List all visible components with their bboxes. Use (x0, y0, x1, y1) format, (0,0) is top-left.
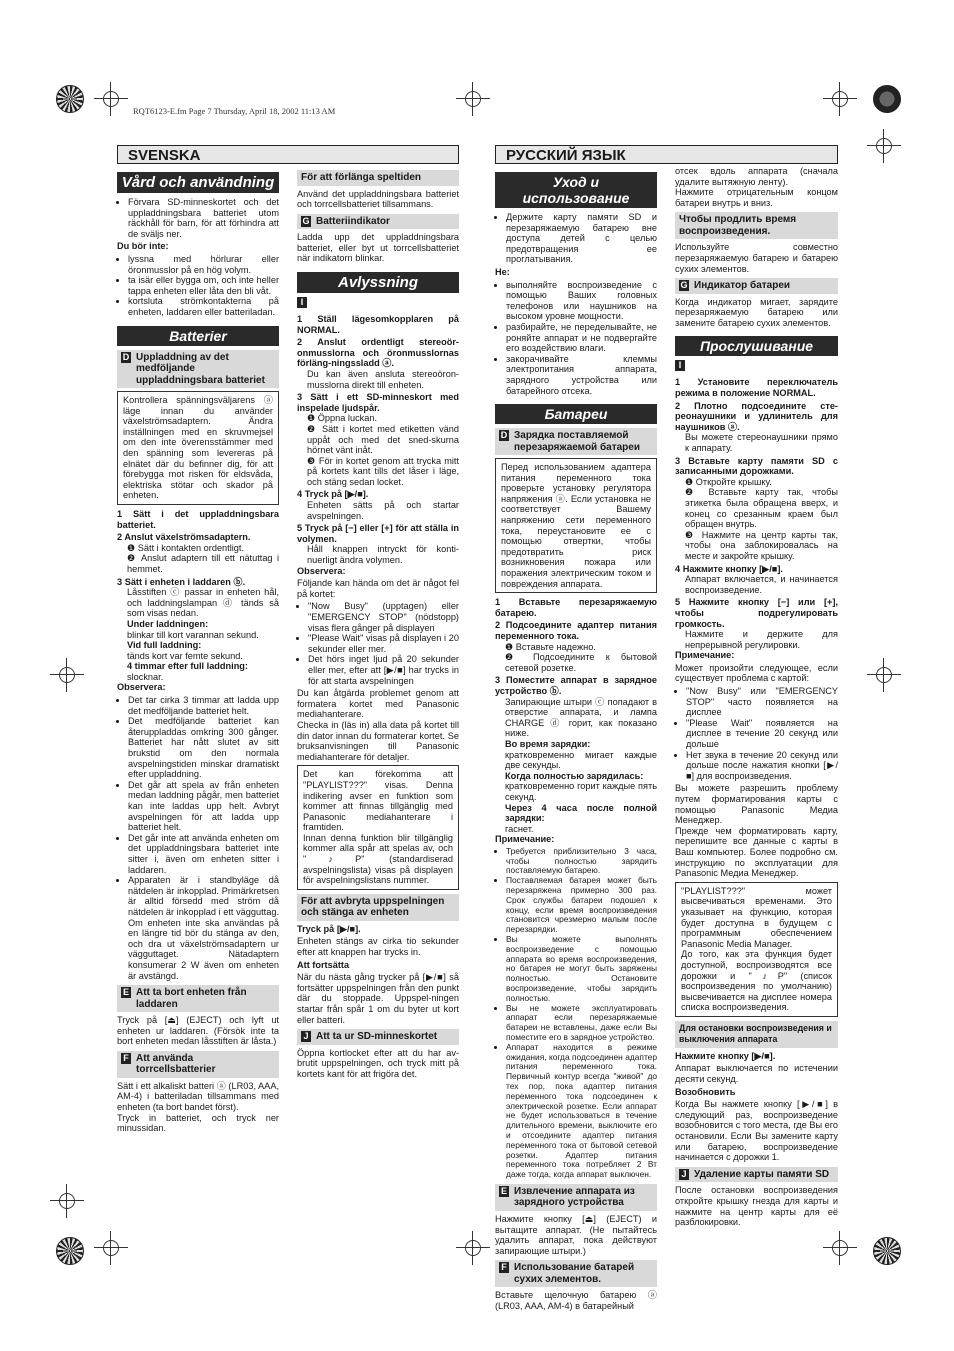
section-title-batteries: Батареи (495, 404, 657, 424)
list-item: • Поставляемая батарея может быть перезаряжена примерно 300 раз. Срок службы батареи подошел к концу, если время воспроизведения становится чрезмерно малым после перезарядки. (506, 876, 657, 935)
section-title-listening: Прослушивание (675, 336, 838, 356)
list-item: • Требуется приблизительно 3 часа, чтобы полностью зарядить поставляемую батарею. (506, 847, 657, 876)
subsection-j (297, 1029, 459, 1045)
paragraph: Может произойти следующее, если существует проблема с картой: (675, 662, 838, 684)
section-title-batteries: Batterier (117, 326, 279, 346)
subsection-extend (675, 212, 838, 239)
subsection-title: Att ta bort enheten från laddaren (136, 987, 247, 1010)
paragraph: Когда индикатор мигает, зарядите перезаряжаемую батарею или замените батарею сухих элементов. (675, 296, 838, 328)
step-body: Запирающие штыри ⓒ попадают в отверстие аппарата, и лампа CHARGE ⓓ горит, как показано ниже. (505, 696, 657, 739)
subsection-stop (675, 1021, 838, 1048)
charging-label: Во время зарядки: (505, 738, 591, 749)
step: 3 Sätt i enheten i laddaren ⓑ. (117, 576, 246, 587)
list-item: • Нет звука в течение 20 секунд или дольше после нажатия кнопки [▶/■] для воспроизведения. (686, 750, 838, 782)
tag-d: D (500, 430, 508, 441)
after4-label: Через 4 часа после полной зарядки: (505, 802, 657, 824)
list-item: • Det går att spela av från enheten medan laddning pågår, men batteriet kan inte laddas upp helt. Avbryt avspelningen för att ladda upp batteriet helt. (128, 780, 279, 833)
full-label: Vid full laddning: (127, 640, 202, 651)
paragraph: Följande kan hända om det är något fel på kortet: (297, 578, 459, 599)
subsection-title: Чтобы продлить время воспроизведения. (679, 214, 797, 237)
step: 5 Tryck på [−] eller [+] för att ställa in volymen. (297, 523, 459, 544)
step: 2 Anslut ordentligt stereoör-onmusslorna och öronmusslornas förläng-ningssladd ⓐ. (297, 337, 459, 369)
subsection-d (495, 428, 657, 455)
section-title-listening: Avlyssning (297, 272, 459, 293)
subsection-f (117, 1051, 279, 1078)
list-item: • "Now Busy" (upptagen) eller "EMERGENCY STOP" (nödstopp) visas flera gånger på displayen (308, 601, 459, 633)
russian-column-2 (675, 166, 838, 1230)
step-sub: ❶ Sätt i kontakten ordentligt. (127, 542, 245, 553)
subsection-title: För att förlänga speltiden (301, 172, 422, 183)
registration-disc-icon (873, 1237, 901, 1265)
paragraph: Нажмите кнопку [⏏] (EJECT) и вытащите аппарат. (Не пытайтесь удалить аппарат, пока действуют запирающие штыри.) (495, 1213, 657, 1256)
registration-disc-icon (56, 1237, 84, 1265)
crop-mark-icon (462, 1237, 484, 1259)
paragraph: Använd det uppladdningsbara batteriet och torrcellsbatteriet tillsammans. (297, 188, 459, 210)
paragraph: Ladda upp det uppladdningsbara batteriet, eller byt ut torrcellsbatteriet när indikatorn blinkar. (297, 232, 459, 264)
list-item: • lyssna med hörlurar eller öronmusslor på en hög volym. (128, 254, 279, 275)
svenska-column-1 (117, 170, 279, 1136)
step: 3 Поместите аппарат в зарядное устройство ⓑ. (495, 675, 657, 696)
subsection-title: Индикатор батареи (694, 280, 791, 292)
step-body: Du kan även ansluta stereoöron-musslorna direkt till enheten. (307, 368, 459, 390)
paragraph: Вставьте щелочную батарею ⓐ (LR03, AAA, AM-4) в батарейный (495, 1290, 657, 1311)
subsection-e (495, 1184, 657, 1211)
tag-f: F (499, 1262, 509, 1273)
tag-g: G (302, 215, 310, 226)
do-not-label: Du bör inte: (117, 241, 169, 252)
crop-mark-icon (873, 135, 895, 157)
list-item: • Det går inte att använda enheten om det uppladdningsbara batteriet inte sitter i, även om enheten sitter i laddaren. (128, 833, 279, 875)
playlist-note-box: Det kan förekomma att "PLAYLIST???" visas. Denna indikering avser en funktion som kommer att finnas tillgänglig med Panasonic mediahanterare i framtiden. Innan denna funktion blir tillgänglig kommer alla spår att spelas av, och "♪P" (standardiserad avspelningslista) visas på displayen för avspelningslistans nummer. (297, 765, 459, 890)
tag-j: J (679, 1169, 689, 1180)
list-item: • Аппарат находится в режиме ожидания, когда подсоединен адаптер питания переменного тока. Первичный контур всегда "живой" до тех пор, пока адаптер питания переменного тока подсоединен к электрической розетке. Если аппарат не будет использоваться в течение длительного времени, выключите его и отсоедините адаптер питания переменного тока от бытовой сетевой розетки. Адаптер питания переменного тока потребляет 2 Вт даже тогда, когда аппарат выключен. (506, 1043, 657, 1180)
list-item: • Держите карту памяти SD и перезаряжаемую батарею вне доступа детей с целью предотвращения ее проглатывания. (506, 212, 657, 265)
subsection-extend (297, 170, 459, 186)
paragraph: Когда Вы нажмете кнопку [▶/■] в следующий раз, воспроизведение возобновится с того места, где Вы его остановили. Если Вы замените карту или батарею, воспроизведение начинается с дорожки 1. (675, 1099, 838, 1163)
step-sub: ❸ Нажмите на центр карты так, чтобы она заблокировалась на месте и закройте крышку. (685, 529, 838, 561)
voltage-warning-box: Kontrollera spänningsväljarens ⓐ läge innan du använder växelströmsadaptern. Ändra inställningen med en skruvmejsel om den inte överensstämmer med den spänning som levereras på elnätet där du befinner dig, för att förebygga mot risken för eldsvåda, elektriska stötar och skador på enheten. (117, 391, 279, 505)
step-sub: ❶ Öppna luckan. (307, 413, 378, 424)
subsection-title: Uppladdning av det medföljande uppladdningsbara batteriet (136, 351, 265, 386)
crop-mark-icon (56, 1190, 78, 1212)
subsection-title: Для остановки воспроизведения и выключения аппарата (679, 1022, 832, 1045)
stop-press: Нажмите кнопку [▶/■]. (675, 1050, 776, 1061)
paragraph: Enheten stängs av cirka tio sekunder efter att knappen har trycks in. (297, 936, 459, 958)
resume-label: Возобновить (675, 1086, 736, 1097)
paragraph: Öppna kortlocket efter att du har av-brutit uppspelningen, och tryck mitt på kortets kant för att frigöra det. (297, 1047, 459, 1079)
step-body: Нажмите и держите для непрерывной регулировки. (685, 629, 838, 650)
paragraph: Используйте совместно перезаряжаемую батарею и батарею сухих элементов. (675, 242, 838, 274)
subsection-j (675, 1167, 838, 1183)
step-sub: ❶ Вставьте надежно. (505, 641, 596, 652)
subsection-f (495, 1260, 657, 1287)
crop-mark-icon (100, 88, 122, 110)
full-text: кратковременно горит каждые пять секунд. (505, 781, 657, 802)
russian-column-1 (495, 170, 657, 1314)
paragraph: Sätt i ett alkaliskt batteri ⓐ (LR03, AAA, AM-4) i batteriladan tillsammans med enheten (ta bort bandet först). Tryck in batteriet, och tryck ner minussidan. (117, 1080, 279, 1134)
tag-g: G (680, 280, 688, 291)
tag-e: E (122, 987, 129, 998)
step: 5 Нажмите кнопку [−] или [+], чтобы подрегулировать громкость. (675, 597, 838, 629)
tag-i: I (675, 360, 685, 371)
list-item: • Det hörs inget ljud på 20 sekunder eller mer, efter att [▶/■] har trycks in för att starta avspelningen (308, 654, 459, 686)
list-item: • выполняйте воспроизведение с помощью Ваших головных телефонов или наушников на высоком уровне мощности. (506, 280, 657, 322)
step: 4 Tryck på [▶/■]. (297, 489, 369, 500)
playlist-note-box: "PLAYLIST???" может высвечиваться временами. Это указывает на функцию, которая будет доступна в будущем с программным обеспечением Panasonic Media Manager. До того, как эта функция будет доступной, воспроизводятся все дорожки и "♪P" (список воспроизведения по умолчанию) высвечивается на дисплее номера списка воспроизведения. (675, 882, 838, 1017)
paragraph: Du kan åtgärda problemet genom att formatera kortet med Panasonic mediahanterare. Checka in (läs in) alla data på kortet till din dator innan du formaterar kortet. Se bruksanvisningen till Panasonic mediahanterare för detaljer. (297, 688, 459, 762)
crop-mark-icon (873, 664, 895, 686)
list-item: • kortsluta strömkontakterna på enheten, laddaren eller batteriladan. (128, 296, 279, 317)
tag-i: I (297, 297, 307, 308)
step: 2 Anslut växelströmsadaptern. (117, 532, 251, 543)
step: 3 Вставьте карту памяти SD с записанными дорожками. (675, 455, 838, 477)
step-sub: ❷ Подсоедините к бытовой сетевой розетке. (505, 652, 657, 673)
step-body: Enheten sätts på och startar avspelningen. (307, 500, 459, 521)
voltage-warning-box: Перед использованием адаптера питания переменного тока проверьте установку регулятора напряжения ⓐ. Если установка не соответствует Вашему напряжению сети переменного тока, переустановите ее с помощью отвертки, чтобы предотвратить риск возникновения пожара или поражения электрическим током и повреждения аппарата. (495, 458, 657, 593)
subsection-title: Удаление карты памяти SD (694, 1168, 830, 1180)
subsection-title: Извлечение аппарата из зарядного устройства (514, 1185, 635, 1209)
step: 1 Ställ lägesomkopplaren på NORMAL. (297, 313, 459, 335)
tag-j: J (301, 1031, 311, 1042)
step: 1 Sätt i det uppladdningsbara batteriet. (117, 508, 279, 530)
section-title-care: Уход и использование (495, 172, 657, 208)
step-sub: ❷ Anslut adaptern till ett nätuttag i hemmet. (127, 553, 279, 574)
observe-label: Примечание: (495, 834, 555, 845)
crop-mark-icon (100, 1237, 122, 1259)
observe-label: Примечание: (675, 650, 735, 661)
resume-label: Att fortsätta (297, 959, 350, 970)
crop-mark-icon (462, 88, 484, 110)
language-banner-svenska: SVENSKA (117, 145, 459, 164)
subsection-g (297, 214, 459, 230)
full-label: Когда полностью зарядилась: (505, 770, 644, 781)
paragraph: отсек вдоль аппарата (сначала удалите вытяжную ленту). Нажмите отрицательным концом батареи внутрь и вниз. (675, 166, 838, 208)
full-text: tänds kort var femte sekund. (127, 650, 243, 661)
subsection-title: Использование батарей сухих элементов. (514, 1262, 635, 1285)
tag-e: E (500, 1185, 507, 1196)
list-item: • Det medföljande batteriet kan återuppladdas omkring 300 gånger. Batteriet har nått slutet av sitt brukstid om den normala avspelningstiden minskar dramatiskt efter uppladdning. (128, 716, 279, 780)
list-item: • Apparaten är i standbyläge då nätdelen är inkopplad. Primärkretsen är alltid försedd med ström då nätdelen är inkopplad i ett vägguttag. Om enheten inte ska användas på en längre tid bör du stänga av den, och dra ut växelströmsadaptern ur vägguttaget. Nätadaptern konsumerar 2 W även om enheten är avstängd. (128, 875, 279, 981)
list-item: • Det tar cirka 3 timmar att ladda upp det medföljande batteriet helt. (128, 695, 279, 716)
step-body: Håll knappen intryckt för konti-nuerligt ändra volymen. (307, 544, 459, 566)
list-item: • Förvara SD-minneskortet och det uppladdningsbara batteriet utom räckhåll för barn, för att förhindra att de sväljs ner. (128, 197, 279, 239)
subsection-title: För att avbryta uppspelningen och stänga av enheten (301, 895, 445, 919)
file-header: RQT6123-E.fm Page 7 Thursday, April 18, 2002 11:13 AM (133, 106, 336, 116)
section-title-care: Vård och användning (117, 172, 279, 193)
step: 3 Sätt i ett SD-minneskort med inspelade ljudspår. (297, 392, 459, 413)
list-item: • Вы можете выполнять воспроизведение с помощью аппарата во время воспроизведения, но батарея не могут быть заряжены полностью. Остановите воспроизведение, чтобы зарядить полностью. (506, 935, 657, 1004)
tag-f: F (121, 1053, 131, 1064)
list-item: • "Please Wait" visas på displayen i 20 sekunder eller mer. (308, 633, 459, 654)
list-item: • "Now Busy" или "EMERGENCY STOP" часто появляется на дисплее (686, 686, 838, 718)
step: 2 Плотно подсоедините сте-реонаушники и удлинитель для наушников ⓐ. (675, 400, 838, 432)
observe-label: Observera: (297, 565, 346, 576)
subsection-g (675, 278, 838, 294)
do-not-label: Не: (495, 266, 510, 277)
crop-mark-icon (829, 88, 851, 110)
step-body: Låsstiften ⓒ passar in enheten hål, och laddningslampan ⓓ tänds så som visas nedan. (127, 587, 279, 619)
step: 1 Установите переключатель режима в положение NORMAL. (675, 377, 838, 399)
subsection-stop (297, 894, 459, 921)
language-banner-russian: РУССКИЙ ЯЗЫК (495, 145, 838, 164)
step-sub: ❷ Sätt i kortet med etiketten vänd uppåt och med det sned-skurna hörnet vänt inåt. (307, 423, 459, 456)
observe-label: Observera: (117, 682, 166, 693)
paragraph: Tryck på [⏏] (EJECT) och lyft ut enheten ur laddaren. (Försök inte ta bort enheten medan låsstiften är låsta.) (117, 1015, 279, 1047)
paragraph: После остановки воспроизведения откройте крышку гнезда для карты и нажмите на центр карты для её разблокировки. (675, 1185, 838, 1228)
crop-mark-icon (829, 1237, 851, 1259)
subsection-title: Зарядка поставляемой перезаряжаемой батареи (514, 430, 641, 453)
after4-text: гаснет. (505, 823, 534, 834)
list-item: • Вы не можете эксплуатировать аппарат если перезаряжаемые батареи не вставлены, даже если Вы поместите его в зарядное устройство. (506, 1004, 657, 1043)
step: 1 Вставьте перезаряжаемую батарею. (495, 597, 657, 618)
subsection-d (117, 350, 279, 389)
stop-press: Tryck på [▶/■]. (297, 923, 361, 934)
tag-d: D (122, 351, 130, 362)
step-sub: ❷ Вставьте карту так, чтобы этикетка была обращена вверх, и конец со срезанным краем был обращен внутрь. (685, 487, 838, 530)
step-sub: ❸ För in kortet genom att trycka mitt på kortets kant tills det låser i läge, och stäng sedan locket. (307, 455, 459, 487)
after4-text: slocknar. (127, 671, 164, 682)
charging-label: Under laddningen: (127, 618, 209, 629)
list-item: • закорачивайте клеммы электропитания аппарата, зарядного устройства или батарейного отсека. (506, 354, 657, 396)
list-item: • "Please Wait" появляется на дисплее в течение 20 секунд или дольше (686, 718, 838, 750)
crop-mark-icon (56, 664, 78, 686)
paragraph: Вы можете разрешить проблему путем форматирования карты с помощью Panasonic Медиа Менеджер. Прежде чем форматировать карту, перепишите все данные с карты в Ваш компьютер. Более подробно см. инструкцию по эксплуатации для Panasonic Медиа Менеджер. (675, 783, 838, 879)
charging-text: blinkar till kort varannan sekund. (127, 629, 259, 640)
subsection-title: Batteriindikator (316, 215, 390, 227)
step-sub: ❶ Откройте крышку. (685, 476, 772, 487)
paragraph: När du nästa gång trycker på [▶/■] så fortsätter uppspelningen från den punkt där du stoppade. Uppspel-ningen startar från spår 1 om du byter ut kort eller batteri. (297, 972, 459, 1025)
svenska-column-2 (297, 170, 459, 1081)
charging-text: кратковременно мигает каждые две секунды. (505, 749, 657, 771)
list-item: • ta isär eller bygga om, och inte heller tappa enheten eller låta den bli våt. (128, 275, 279, 296)
list-item: • разбирайте, не переделывайте, не роняйте аппарат и не подвергайте его воздействию влаги. (506, 322, 657, 354)
subsection-title: Att använda torrcellsbatterier (136, 1052, 216, 1076)
step: 2 Подсоедините адаптер питания переменного тока. (495, 620, 657, 641)
registration-disc-icon (873, 85, 901, 113)
step-body: Вы можете стереонаушники прямо к аппарату. (685, 432, 838, 453)
subsection-e (117, 985, 279, 1012)
paragraph: Аппарат выключается по истечении десяти секунд. (675, 1063, 838, 1085)
after4-label: 4 timmar efter full laddning: (127, 661, 248, 672)
registration-disc-icon (56, 85, 84, 113)
step-body: Аппарат включается, и начинается воспроизведение. (685, 574, 838, 595)
step: 4 Нажмите кнопку [▶/■]. (675, 563, 783, 574)
subsection-title: Att ta ur SD-minneskortet (316, 1031, 438, 1043)
